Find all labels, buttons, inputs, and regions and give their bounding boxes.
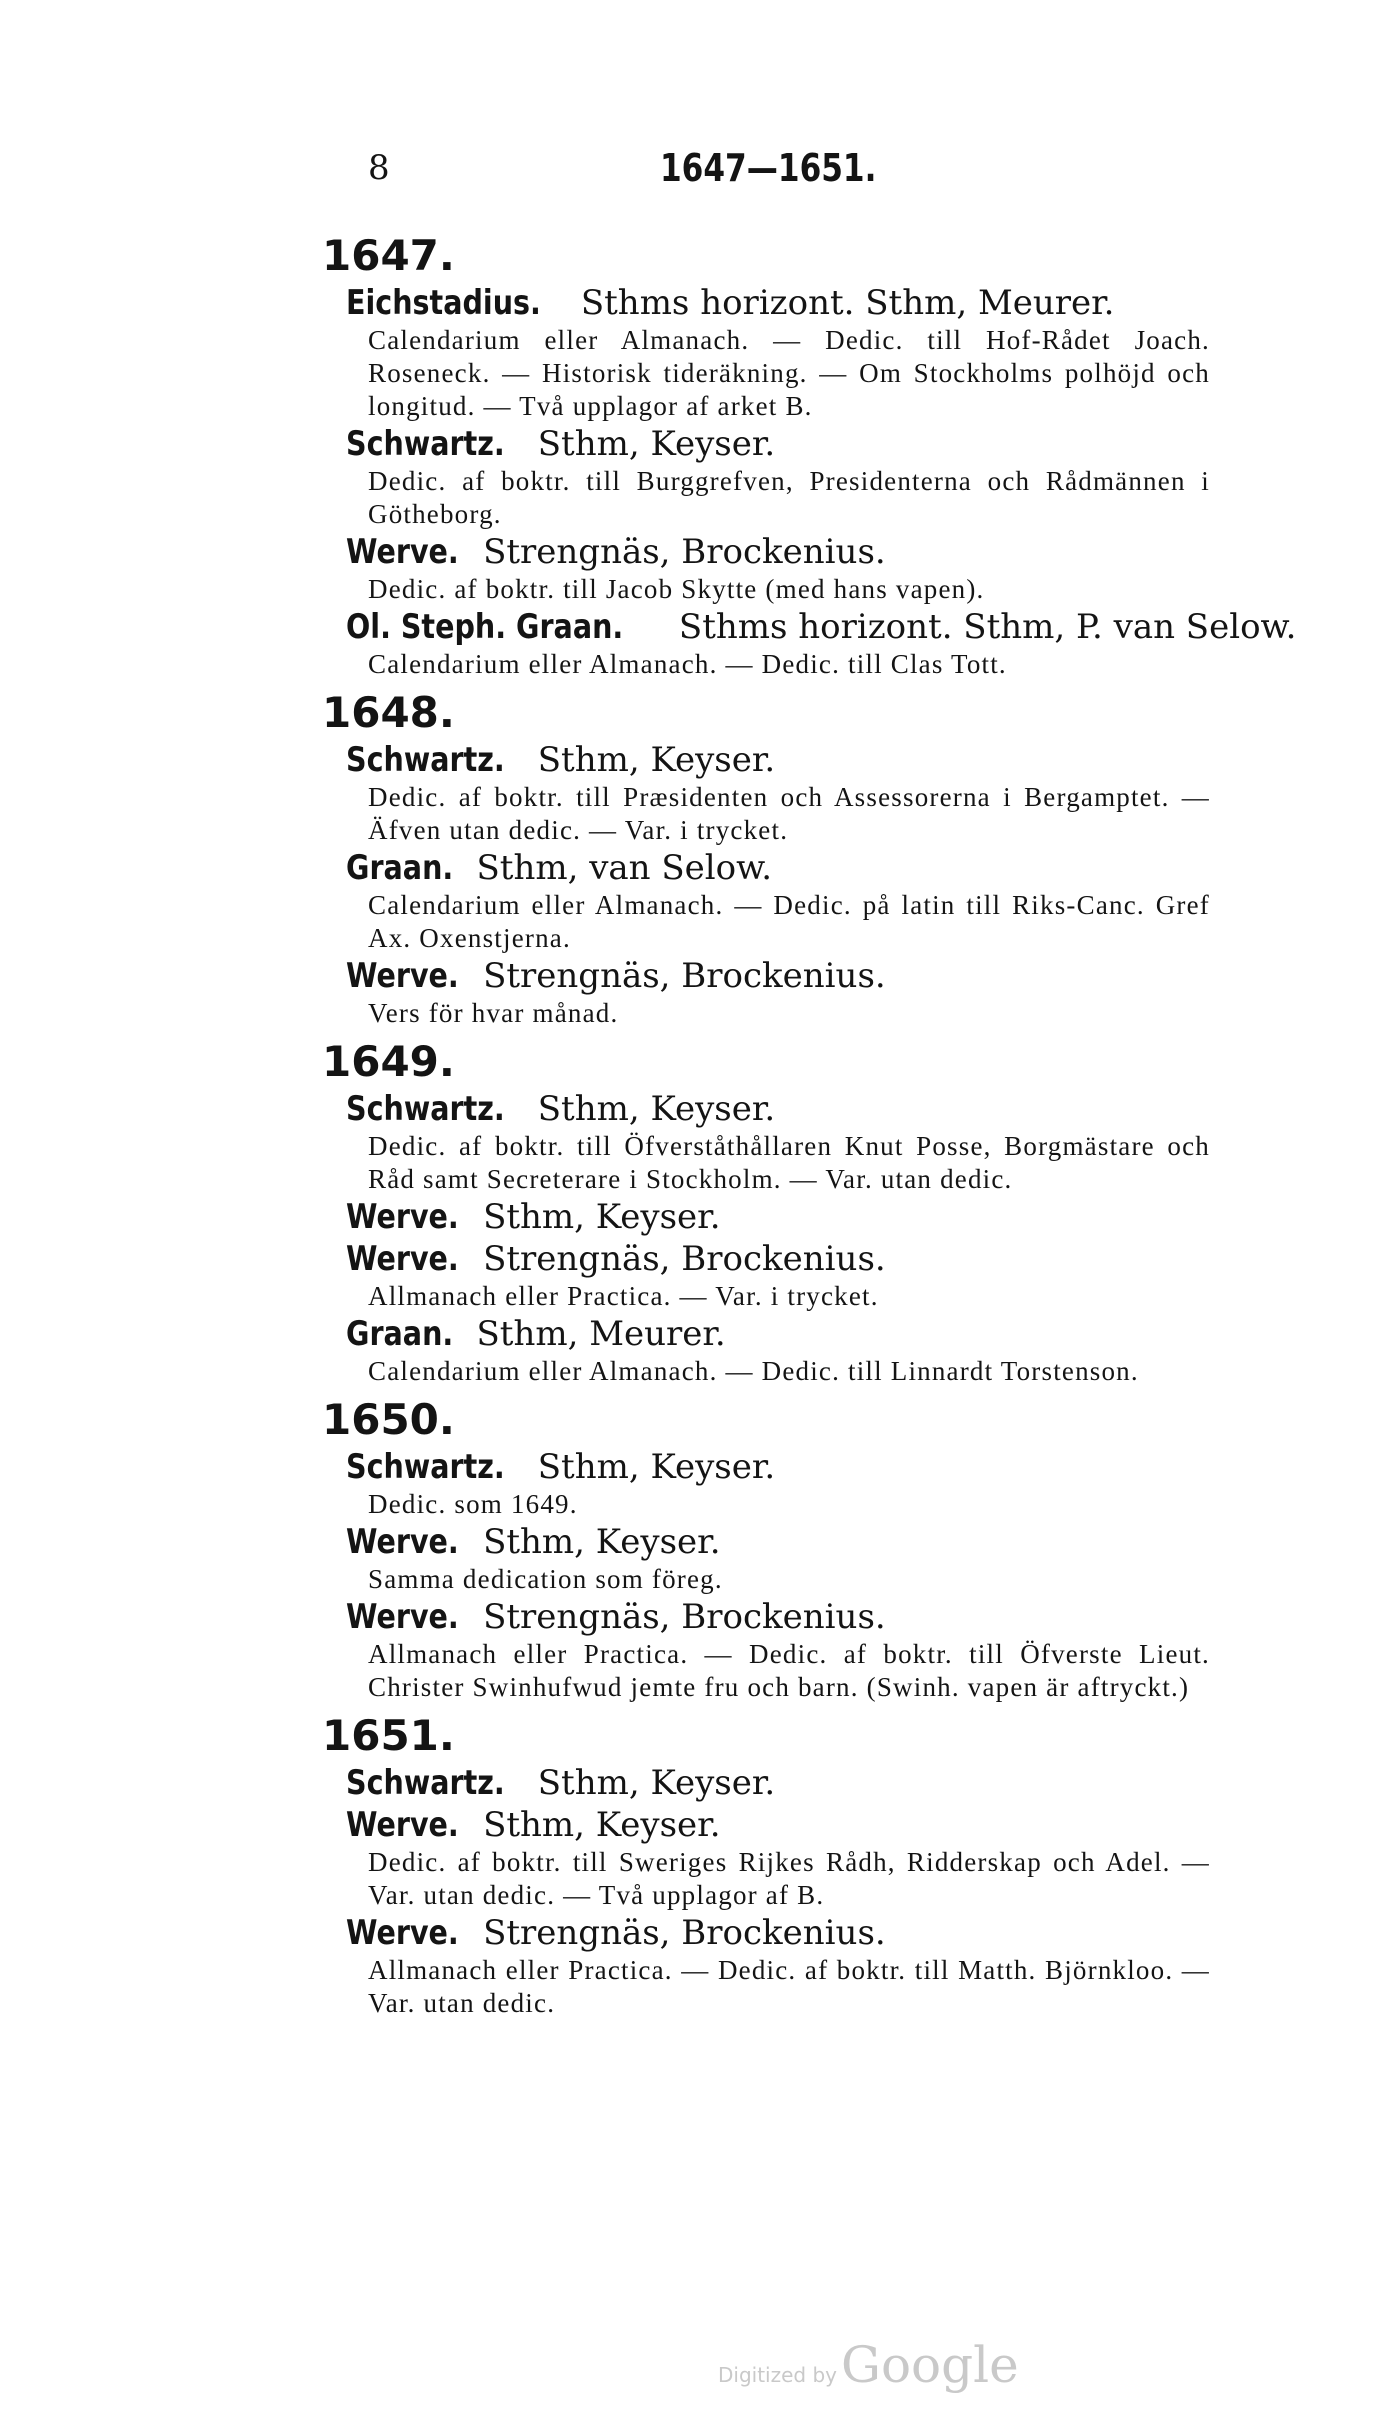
entry-heading (346, 1912, 1222, 1954)
entry-note: Dedic. af boktr. till Burggrefven, Presidenterna och Rådmännen i Götheborg. (368, 466, 1210, 529)
entry-note: Calendarium eller Almanach. — Dedic. till Linnardt Torstenson. (368, 1356, 1139, 1386)
imprint: Strengnäs, Brockenius. (483, 532, 886, 572)
entry-heading (346, 1446, 1222, 1488)
entry-heading (346, 606, 1297, 648)
imprint: Sthms horizont. Sthm, Meurer. (580, 283, 1115, 323)
imprint: Sthm, Meurer. (476, 1314, 726, 1354)
printer-name: Ol. Steph. Graan. (346, 607, 624, 647)
printer-name: Schwartz. (346, 424, 505, 464)
entry-note: Samma dedication som föreg. (368, 1564, 723, 1594)
printer-name: Schwartz. (346, 1089, 505, 1129)
imprint: Sthms horizont. Sthm, P. van Selow. (678, 607, 1297, 647)
year-section-1651 (322, 1710, 1222, 2020)
entry-note: Dedic. af boktr. till Öfverståthållaren Knut Posse, Borgmästare och Råd samt Secreterare i Stockholm. — Var. utan dedic. (368, 1131, 1210, 1194)
imprint: Sthm, Keyser. (537, 1763, 776, 1803)
printer-name: Eichstadius. (346, 283, 541, 323)
entry-heading (346, 955, 1222, 997)
year-heading: 1648. (322, 688, 455, 737)
printer-name: Werve. (346, 532, 459, 572)
imprint: Sthm, Keyser. (537, 424, 776, 464)
entry-note: Calendarium eller Almanach. — Dedic. till Hof-Rådet Joach. Roseneck. — Historisk tideräkning. — Om Stockholms polhöjd och longitud. — Två upplagor af arket B. (368, 325, 1210, 421)
imprint: Strengnäs, Brockenius. (483, 1597, 886, 1637)
year-section-1648 (322, 687, 1222, 1030)
printer-name: Werve. (346, 1597, 459, 1637)
entry-heading (346, 423, 1222, 465)
year-section-1650 (322, 1394, 1222, 1704)
entry-note: Allmanach eller Practica. — Dedic. af boktr. till Matth. Björnkloo. — Var. utan dedic. (368, 1955, 1210, 2018)
entry-heading (346, 1521, 1222, 1563)
entry-note: Dedic. af boktr. till Sweriges Rijkes Rådh, Ridderskap och Adel. — Var. utan dedic. — Två upplagor af B. (368, 1847, 1210, 1910)
digitized-by-text: Digitized by (718, 2363, 837, 2387)
imprint: Sthm, Keyser. (537, 740, 776, 780)
printer-name: Schwartz. (346, 1447, 505, 1487)
entry-note: Calendarium eller Almanach. — Dedic. till Clas Tott. (368, 649, 1007, 679)
running-head: 1647—1651. (660, 146, 877, 190)
entry-note: Calendarium eller Almanach. — Dedic. på latin till Riks-Canc. Gref Ax. Oxenstjerna. (368, 890, 1210, 953)
entry-heading (346, 1313, 1222, 1355)
imprint: Strengnäs, Brockenius. (483, 1239, 886, 1279)
imprint: Sthm, Keyser. (537, 1089, 776, 1129)
printer-name: Werve. (346, 1197, 459, 1237)
entry-note: Dedic. som 1649. (368, 1489, 578, 1519)
printer-name: Schwartz. (346, 740, 505, 780)
printer-name: Werve. (346, 956, 459, 996)
entry-heading (346, 531, 1222, 573)
printer-name: Schwartz. (346, 1763, 505, 1803)
digitized-by-watermark (718, 2336, 1019, 2394)
year-heading: 1651. (322, 1711, 455, 1760)
imprint: Sthm, Keyser. (483, 1197, 721, 1237)
year-section-1649 (322, 1036, 1222, 1388)
entry-heading (346, 282, 1222, 324)
entry-heading (346, 1596, 1222, 1638)
imprint: Sthm, van Selow. (476, 848, 773, 888)
year-section-1647 (322, 230, 1297, 681)
printer-name: Graan. (346, 1314, 454, 1354)
imprint: Strengnäs, Brockenius. (483, 1913, 886, 1953)
printer-name: Werve. (346, 1805, 459, 1845)
almanac-listing (322, 224, 1297, 2020)
printer-name: Graan. (346, 848, 454, 888)
printer-name: Werve. (346, 1522, 459, 1562)
entry-heading (346, 1238, 1222, 1280)
entry-note: Allmanach eller Practica. — Dedic. af boktr. till Öfverste Lieut. Christer Swinhufwud jemte fru och barn. (Swinh. vapen är aftryckt.) (368, 1639, 1210, 1702)
year-heading: 1649. (322, 1037, 455, 1086)
imprint: Sthm, Keyser. (537, 1447, 776, 1487)
google-logo: Google (841, 2336, 1019, 2394)
entry-heading (346, 739, 1222, 781)
imprint: Strengnäs, Brockenius. (483, 956, 886, 996)
entry-heading (346, 847, 1222, 889)
entry-note: Allmanach eller Practica. — Var. i trycket. (368, 1281, 879, 1311)
entry-heading (346, 1088, 1222, 1130)
page-number: 8 (368, 148, 390, 188)
year-heading: 1650. (322, 1395, 455, 1444)
imprint: Sthm, Keyser. (483, 1805, 721, 1845)
entry-note: Dedic. af boktr. till Præsidenten och Assessorerna i Bergamptet. — Äfven utan dedic. — Var. i trycket. (368, 782, 1210, 845)
entry-heading (346, 1804, 1222, 1846)
entry-note: Dedic. af boktr. till Jacob Skytte (med hans vapen). (368, 574, 985, 604)
year-heading: 1647. (322, 231, 455, 280)
imprint: Sthm, Keyser. (483, 1522, 721, 1562)
entry-heading (346, 1196, 1222, 1238)
printer-name: Werve. (346, 1913, 459, 1953)
entry-note: Vers för hvar månad. (368, 998, 619, 1028)
printer-name: Werve. (346, 1239, 459, 1279)
entry-heading (346, 1762, 1222, 1804)
